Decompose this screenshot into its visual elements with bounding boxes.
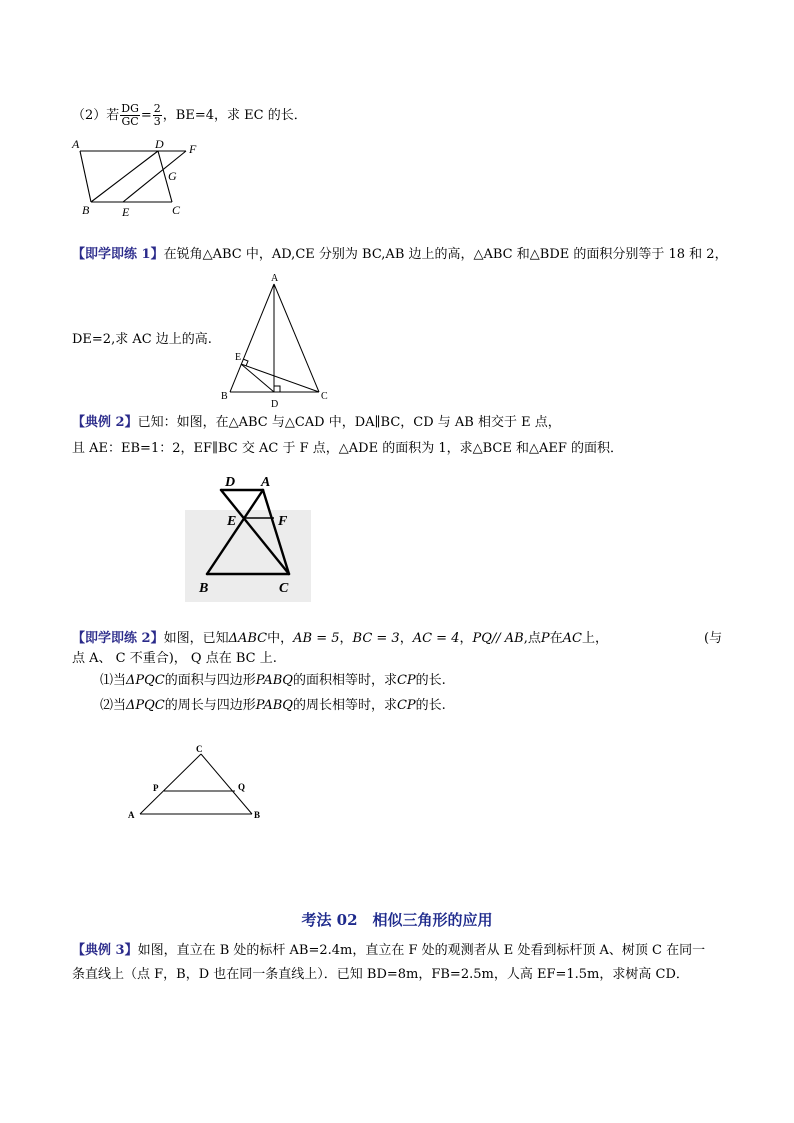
right-angle-d: [274, 386, 280, 392]
figure-trapezoid: [185, 470, 313, 602]
value-fraction: $\frac{2}{3}$: [153, 102, 161, 128]
practice-2-line1: 【即学即练 2】如图，已知ΔABC中，AB = 5，BC = 3，AC = 4，PQ// AB,点P在AC上，: [72, 631, 609, 646]
fig2-label-e: E: [235, 352, 242, 363]
fig4-label-p: P: [153, 783, 159, 793]
fig2-label-b: B: [221, 391, 228, 402]
line-ac: [274, 284, 319, 392]
practice-1-line2: DE=2,求 AC 边上的高.: [72, 332, 212, 347]
example-2-tag: 【典例 2】: [72, 415, 138, 430]
practice-2-yu: (与: [704, 631, 723, 646]
line-ab: [230, 284, 274, 392]
example-3-line2: 条直线上（点 F，B，D 也在同一条直线上）．已知 BD=8m，FB=2.5m，人高 EF=1.5m，求树高 CD．: [72, 967, 689, 982]
ratio-fraction: $\frac{DG}{GC}$: [121, 102, 139, 128]
line-bd: [91, 151, 158, 202]
fig1-label-g: G: [168, 169, 177, 183]
practice-2-line2: 点 A、 C 不重合)， Q 点在 BC 上.: [72, 651, 277, 666]
practice-1-tag: 【即学即练 1】: [72, 247, 164, 262]
fig2-label-c: C: [321, 391, 328, 402]
fig1-label-a: A: [72, 137, 80, 151]
fig3-label-d: D: [225, 475, 236, 490]
section-heading: 考法 02 相似三角形的应用: [301, 911, 493, 929]
example-3-tag: 【典例 3】: [72, 943, 138, 958]
fig2-label-a: A: [271, 273, 279, 284]
fig1-label-d: D: [155, 137, 164, 151]
practice-1-line1: 【即学即练 1】在锐角△ABC 中，AD,CE 分别为 BC,AB 边上的高，△ABC 和△BDE 的面积分别等于 18 和 2，: [72, 247, 728, 262]
fig3-label-f: F: [278, 514, 288, 529]
fig4-label-b: B: [254, 810, 261, 820]
figure-triangle-pq: [122, 740, 272, 826]
fig3-label-c: C: [279, 581, 289, 596]
fig4-label-a: A: [128, 810, 135, 820]
figure-acute-triangle: [212, 270, 342, 410]
side-ca: [140, 754, 201, 814]
question-2: （2）若 $\frac{DG}{GC}$ = $\frac{2}{3}$ ，BE=4，求 EC 的长．: [72, 102, 307, 128]
q2-prefix: （2）若: [72, 108, 120, 123]
example-2-line2: 且 AE：EB=1：2，EF∥BC 交 AC 于 F 点，△ADE 的面积为 1，求△BCE 和△AEF 的面积．: [72, 441, 623, 456]
fig1-label-b: B: [82, 203, 90, 217]
fig3-label-e: E: [227, 514, 237, 529]
fig1-label-f: F: [189, 142, 197, 156]
figure-parallelogram: [68, 134, 208, 224]
fig4-label-c: C: [196, 744, 203, 754]
line-de: [241, 364, 274, 392]
line-ab: [80, 151, 91, 202]
fig1-label-c: C: [172, 203, 181, 217]
fig1-label-e: E: [122, 205, 130, 219]
fig4-label-q: Q: [238, 782, 246, 792]
example-2-line1: 【典例 2】已知：如图，在△ABC 与△CAD 中，DA∥BC，CD 与 AB 相交于 E 点，: [72, 415, 561, 430]
example-3-line1: 【典例 3】如图，直立在 B 处的标杆 AB=2.4m，直立在 F 处的观测者从 E 处看到标杆顶 A、树顶 C 在同一: [72, 943, 706, 958]
fig3-label-b: B: [199, 581, 209, 596]
practice-2-sub1: ⑴当ΔPQC的面积与四边形PABQ的面积相等时，求CP的长.: [100, 673, 446, 688]
fig2-label-d: D: [271, 399, 279, 410]
fig3-label-a: A: [261, 475, 271, 490]
practice-2-sub2: ⑵当ΔPQC的周长与四边形PABQ的周长相等时，求CP的长.: [100, 698, 446, 713]
practice-2-tag: 【即学即练 2】: [72, 631, 164, 646]
q2-suffix: ，BE=4，求 EC 的长．: [162, 108, 307, 123]
